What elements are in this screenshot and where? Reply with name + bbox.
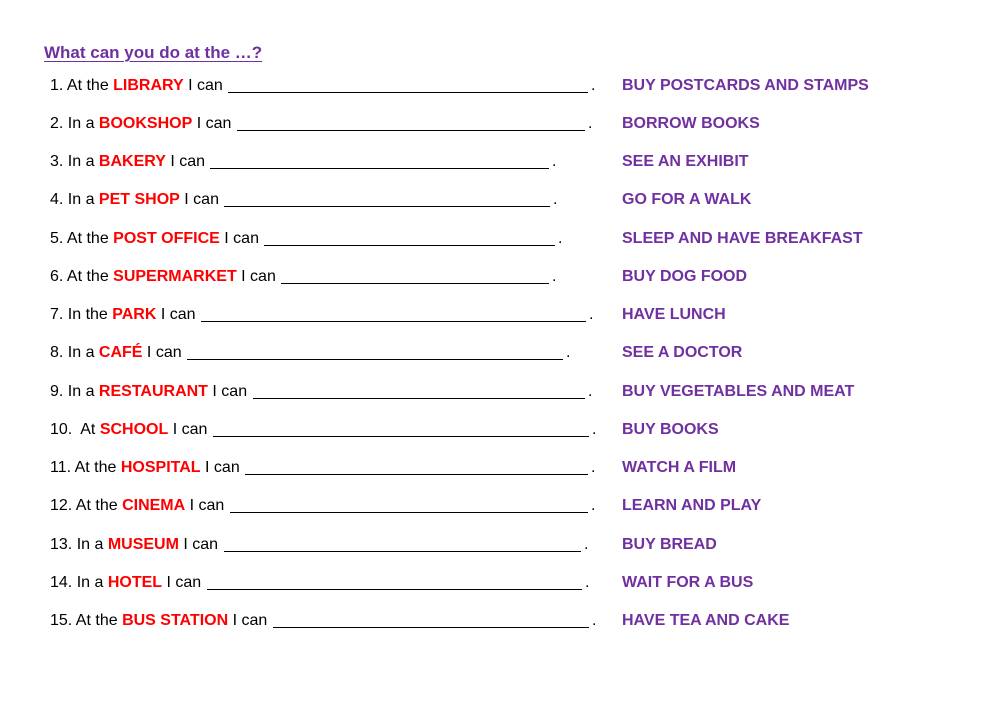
question-suffix: I can — [165, 153, 210, 170]
sentence-period: . — [566, 344, 571, 361]
place-name: HOTEL — [107, 574, 163, 591]
question-prefix: 4. In a — [50, 191, 99, 208]
answer-option: LEARN AND PLAY — [622, 497, 762, 514]
question-row — [50, 266, 610, 288]
place-name: POST OFFICE — [113, 230, 220, 247]
question-row — [50, 228, 610, 250]
question-row — [50, 419, 610, 441]
answer-blank[interactable] — [201, 304, 586, 322]
question-text — [50, 266, 280, 288]
question-text — [50, 151, 209, 173]
answer-blank[interactable] — [253, 381, 585, 399]
question-row — [50, 304, 610, 326]
sentence-period: . — [588, 383, 593, 400]
question-suffix: I can — [179, 191, 224, 208]
question-suffix: I can — [162, 574, 206, 591]
worksheet-title: What can you do at the …? — [44, 43, 263, 62]
question-text — [50, 457, 244, 479]
sentence-period: . — [584, 536, 589, 553]
sentence-period: . — [591, 497, 596, 514]
question-row — [50, 151, 610, 173]
answer-option: SLEEP AND HAVE BREAKFAST — [622, 230, 863, 247]
question-text — [50, 189, 223, 211]
answer-option: HAVE LUNCH — [622, 306, 726, 323]
question-text — [50, 304, 200, 326]
question-text — [50, 342, 186, 364]
place-name: CINEMA — [122, 497, 186, 514]
sentence-period: . — [591, 77, 596, 94]
question-prefix: 11. At the — [50, 459, 121, 476]
answer-blank[interactable] — [213, 419, 589, 437]
answer-blank[interactable] — [187, 342, 563, 360]
place-name: LIBRARY — [113, 77, 184, 94]
answer-blank[interactable] — [224, 189, 550, 207]
place-name: RESTAURANT — [98, 383, 208, 400]
question-suffix: I can — [183, 77, 228, 94]
answer-option: SEE AN EXHIBIT — [622, 153, 749, 170]
place-name: CAFÉ — [98, 344, 143, 361]
question-row — [50, 113, 610, 135]
question-text — [50, 534, 223, 556]
question-row — [50, 189, 610, 211]
place-name: SCHOOL — [99, 421, 169, 438]
answer-blank[interactable] — [210, 151, 549, 169]
question-prefix: 10. At — [50, 421, 100, 438]
question-prefix: 9. In a — [50, 383, 99, 400]
question-suffix: I can — [156, 306, 200, 323]
question-prefix: 13. In a — [50, 536, 108, 553]
answer-option: HAVE TEA AND CAKE — [622, 612, 790, 629]
answer-blank[interactable] — [237, 113, 585, 131]
answer-option: BORROW BOOKS — [622, 115, 760, 132]
sentence-period: . — [592, 612, 597, 629]
sentence-period: . — [585, 574, 590, 591]
question-text — [50, 381, 252, 403]
question-suffix: I can — [200, 459, 245, 476]
sentence-period: . — [558, 230, 563, 247]
question-row — [50, 572, 610, 594]
sentence-period: . — [553, 191, 558, 208]
question-prefix: 3. In a — [50, 153, 99, 170]
answer-blank[interactable] — [228, 75, 588, 93]
answer-option: BUY VEGETABLES AND MEAT — [622, 383, 855, 400]
question-text — [50, 419, 212, 441]
question-suffix: I can — [207, 383, 252, 400]
question-suffix: I can — [236, 268, 281, 285]
question-prefix: 6. At the — [50, 268, 114, 285]
question-text — [50, 113, 236, 135]
question-suffix: I can — [219, 230, 264, 247]
sentence-period: . — [589, 306, 594, 323]
sentence-period: . — [592, 421, 597, 438]
question-prefix: 5. At the — [50, 230, 114, 247]
question-row — [50, 495, 610, 517]
answer-blank[interactable] — [230, 495, 588, 513]
question-prefix: 14. In a — [50, 574, 108, 591]
place-name: BUS STATION — [122, 612, 229, 629]
place-name: SUPERMARKET — [113, 268, 237, 285]
sentence-period: . — [591, 459, 596, 476]
answer-option: WAIT FOR A BUS — [622, 574, 754, 591]
question-prefix: 2. In a — [50, 115, 99, 132]
answer-blank[interactable] — [281, 266, 549, 284]
question-prefix: 8. In a — [50, 344, 99, 361]
answer-option: BUY BREAD — [622, 536, 717, 553]
place-name: MUSEUM — [107, 536, 179, 553]
answer-blank[interactable] — [224, 534, 581, 552]
place-name: HOSPITAL — [120, 459, 201, 476]
question-row — [50, 75, 610, 97]
answer-option: BUY BOOKS — [622, 421, 719, 438]
question-text — [50, 228, 263, 250]
answer-blank[interactable] — [245, 457, 588, 475]
place-name: PARK — [112, 306, 157, 323]
question-prefix: 7. In the — [50, 306, 113, 323]
answer-blank[interactable] — [207, 572, 582, 590]
question-prefix: 12. At the — [50, 497, 123, 514]
question-suffix: I can — [185, 497, 229, 514]
question-text — [50, 572, 206, 594]
question-row — [50, 381, 610, 403]
sentence-period: . — [552, 268, 557, 285]
question-text — [50, 610, 272, 632]
question-row — [50, 457, 610, 479]
sentence-period: . — [552, 153, 557, 170]
question-suffix: I can — [192, 115, 236, 132]
question-text — [50, 495, 229, 517]
question-suffix: I can — [228, 612, 272, 629]
question-row — [50, 610, 610, 632]
question-row — [50, 342, 610, 364]
question-suffix: I can — [168, 421, 212, 438]
question-suffix: I can — [142, 344, 187, 361]
answer-option: BUY POSTCARDS AND STAMPS — [622, 77, 869, 94]
question-text — [50, 75, 227, 97]
answer-option: GO FOR A WALK — [622, 191, 752, 208]
place-name: BAKERY — [98, 153, 166, 170]
answer-blank[interactable] — [273, 610, 589, 628]
answer-blank[interactable] — [264, 228, 555, 246]
question-prefix: 15. At the — [50, 612, 123, 629]
sentence-period: . — [588, 115, 593, 132]
question-prefix: 1. At the — [50, 77, 114, 94]
place-name: PET SHOP — [98, 191, 180, 208]
place-name: BOOKSHOP — [98, 115, 193, 132]
answer-option: WATCH A FILM — [622, 459, 737, 476]
answer-option: SEE A DOCTOR — [622, 344, 743, 361]
question-row — [50, 534, 610, 556]
answer-option: BUY DOG FOOD — [622, 268, 748, 285]
question-suffix: I can — [178, 536, 223, 553]
